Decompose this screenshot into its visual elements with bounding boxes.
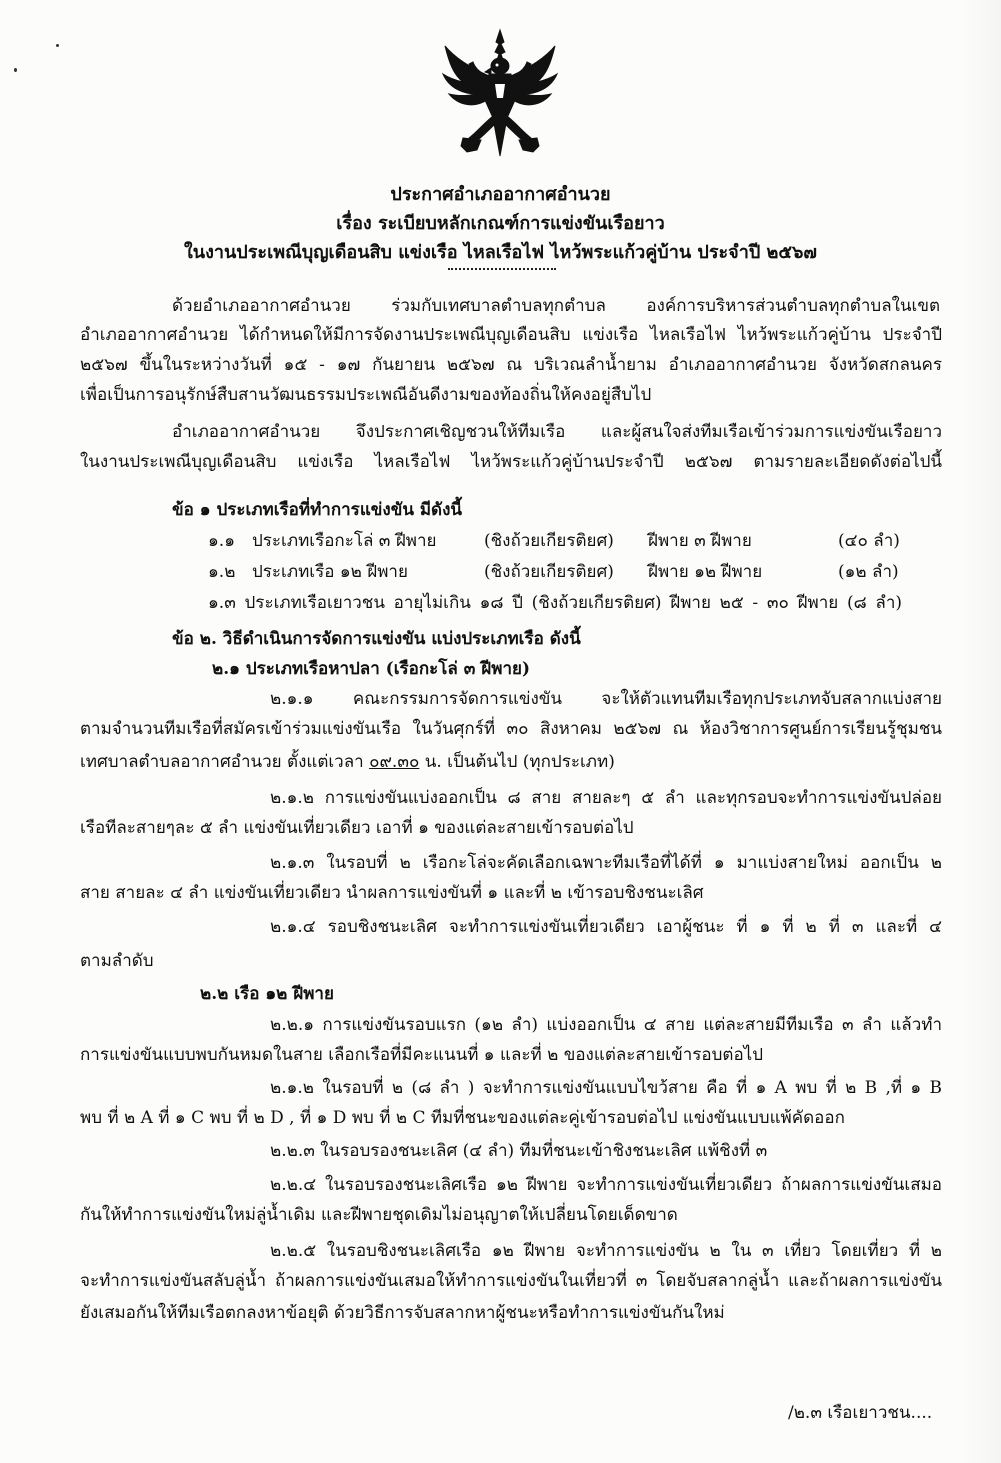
clause-2-2-2-line1: ๒.๑.๒ ในรอบที่ ๒ (๘ ลำ ) จะทำการแข่งขันแบบไขว้สาย คือ ที่ ๑ A พบ ที่ ๒ B ,ที่ ๑ B bbox=[270, 1078, 942, 1098]
clause-2-1-2-line2: เรือทีละสายๆละ ๕ ลำ แข่งขันเที่ยวเดียว เอาที่ ๑ ของแต่ละสายเข้ารอบต่อไป bbox=[80, 818, 634, 838]
clause-2-2-1-line2: การแข่งขันแบบพบกันหมดในสาย เลือกเรือที่มีคะแนนที่ ๑ และที่ ๒ ของแต่ละสายเข้ารอบต่อไป bbox=[80, 1045, 763, 1065]
continuation-marker: /๒.๓ เรือเยาวชน.... bbox=[788, 1403, 933, 1423]
announcement-subject: เรื่อง ระเบียบหลักเกณฑ์การแข่งขันเรือยาว bbox=[336, 213, 665, 234]
scan-speck bbox=[56, 44, 59, 47]
boat-type-name: ประเภทเรือกะโล่ ๓ ฝีพาย bbox=[252, 531, 437, 551]
boat-type-prize: (ชิงถ้วยเกียรติยศ) bbox=[484, 531, 614, 551]
boat-type-number: ๑.๒ bbox=[208, 562, 236, 582]
clause-2-1-2-line1: ๒.๑.๒ การแข่งขันแบ่งออกเป็น ๘ สาย สายละๆ ๕ ลำ และทุกรอบจะทำการแข่งขันปล่อย bbox=[270, 788, 942, 808]
intro-p1-line3: ๒๕๖๗ ขึ้นในระหว่างวันที่ ๑๕ - ๑๗ กันยายน ๒๕๖๗ ณ บริเวณลำน้ำยาม อำเภออากาศอำนวย จังหวัดสกลนคร bbox=[80, 355, 942, 375]
clause-2-2-4-line1: ๒.๒.๔ ในรอบรองชนะเลิศเรือ ๑๒ ฝีพาย จะทำการแข่งขันเที่ยวเดียว ถ้าผลการแข่งขันเสมอ bbox=[270, 1175, 942, 1195]
clause-text: เทศบาลตำบลอากาศอำนวย ตั้งแต่เวลา bbox=[80, 752, 370, 772]
clause-2-2-5-line3: ยังเสมอกันให้ทีมเรือตกลงหาข้อยุติ ด้วยวิธีการจับสลากหาผู้ชนะหรือทำการแข่งขันกันใหม่ bbox=[80, 1303, 725, 1323]
clause-2-2-5-line2: จะทำการแข่งขันสลับลู่น้ำ ถ้าผลการแข่งขันเสมอให้ทำการแข่งขันในเที่ยวที่ ๓ โดยจับสลากลู่น้ำ และถ้าผลการแข่งขัน bbox=[80, 1271, 942, 1291]
scan-speck bbox=[14, 68, 17, 72]
announcement-event-line: ในงานประเพณีบุญเดือนสิบ แข่งเรือ ไหลเรือไฟ ไหว้พระแก้วคู่บ้าน ประจำปี ๒๕๖๗ bbox=[184, 242, 817, 263]
clause-2-1-3-line2: สาย สายละ ๔ ลำ แข่งขันเที่ยวเดียว นำผลการแข่งขันที่ ๑ และที่ ๒ เข้ารอบชิงชนะเลิศ bbox=[80, 883, 704, 903]
start-time: ๐๙.๓๐ bbox=[369, 752, 420, 772]
boat-type-oars: ฝีพาย ๑๒ ฝีพาย bbox=[648, 562, 763, 582]
boat-type-oars: ฝีพาย ๓ ฝีพาย bbox=[648, 531, 752, 551]
section1-heading: ข้อ ๑ ประเภทเรือที่ทำการแข่งขัน มีดังนี้ bbox=[172, 500, 463, 520]
section2-2-heading: ๒.๒ เรือ ๑๒ ฝีพาย bbox=[200, 984, 334, 1004]
clause-2-1-1-line1: ๒.๑.๑ คณะกรรมการจัดการแข่งขัน จะให้ตัวแทนทีมเรือทุกประเภทจับสลากแบ่งสาย bbox=[270, 689, 942, 709]
clause-2-1-3-line1: ๒.๑.๓ ในรอบที่ ๒ เรือกะโล่จะคัดเลือกเฉพาะทีมเรือที่ได้ที่ ๑ มาแบ่งสายใหม่ ออกเป็น ๒ bbox=[270, 853, 942, 873]
clause-2-2-4-line2: กันให้ทำการแข่งขันใหม่ลู่น้ำเดิม และฝีพายชุดเดิมไม่อนุญาตให้เปลี่ยนโดยเด็ดขาด bbox=[80, 1205, 678, 1225]
clause-2-2-3-line1: ๒.๒.๓ ในรอบรองชนะเลิศ (๔ ลำ) ทีมที่ชนะเข้าชิงชนะเลิศ แพ้ชิงที่ ๓ bbox=[270, 1141, 768, 1161]
intro-p2-line2: ในงานประเพณีบุญเดือนสิบ แข่งเรือ ไหลเรือไฟ ไหว้พระแก้วคู่บ้านประจำปี ๒๕๖๗ ตามรายละเอียดดังต่อไปนี้ bbox=[80, 452, 942, 472]
header-separator bbox=[448, 268, 556, 270]
intro-p1-line4: เพื่อเป็นการอนุรักษ์สืบสานวัฒนธรรมประเพณีอันดีงามของท้องถิ่นให้คงอยู่สืบไป bbox=[80, 385, 652, 405]
intro-p2-line1: อำเภออากาศอำนวย จึงประกาศเชิญชวนให้ทีมเรือ และผู้สนใจส่งทีมเรือเข้าร่วมการแข่งขันเรือยาว bbox=[172, 422, 942, 442]
clause-2-1-1-line2: ตามจำนวนทีมเรือที่สมัครเข้าร่วมแข่งขันเรือ ในวันศุกร์ที่ ๓๐ สิงหาคม ๒๕๖๗ ณ ห้องวิชาการศูนย์การเรียนรู้ชุมชน bbox=[80, 719, 942, 739]
clause-2-1-4-line1: ๒.๑.๔ รอบชิงชนะเลิศ จะทำการแข่งขันเที่ยวเดียว เอาผู้ชนะ ที่ ๑ ที่ ๒ ที่ ๓ และที่ ๔ bbox=[270, 917, 942, 937]
clause-2-2-1-line1: ๒.๒.๑ การแข่งขันรอบแรก (๑๒ ลำ) แบ่งออกเป็น ๔ สาย แต่ละสายมีทีมเรือ ๓ ลำ แล้วทำ bbox=[270, 1015, 942, 1035]
boat-type-prize: (ชิงถ้วยเกียรติยศ) bbox=[484, 562, 614, 582]
clause-2-1-1-line3 bbox=[80, 751, 615, 773]
garuda-emblem-icon bbox=[441, 28, 559, 158]
boat-type-name: ประเภทเรือ ๑๒ ฝีพาย bbox=[252, 562, 408, 582]
intro-p1-line2: อำเภออากาศอำนวย ได้กำหนดให้มีการจัดงานประเพณีบุญเดือนสิบ แข่งเรือ ไหลเรือไฟ ไหว้พระแก้วคู่บ้าน ประจำปี bbox=[80, 325, 942, 345]
boat-type-number: ๑.๑ bbox=[208, 531, 235, 551]
announcement-org-title: ประกาศอำเภออากาศอำนวย bbox=[390, 184, 611, 205]
intro-p1-line1: ด้วยอำเภออากาศอำนวย ร่วมกับเทศบาลตำบลทุกตำบล องค์การบริหารส่วนตำบลทุกตำบลในเขต bbox=[172, 296, 940, 316]
clause-text: น. เป็นต้นไป (ทุกประเภท) bbox=[419, 752, 615, 772]
clause-2-2-5-line1: ๒.๒.๕ ในรอบชิงชนะเลิศเรือ ๑๒ ฝีพาย จะทำการแข่งขัน ๒ ใน ๓ เที่ยว โดยเที่ยว ที่ ๒ bbox=[270, 1241, 942, 1261]
section2-1-heading: ๒.๑ ประเภทเรือหาปลา (เรือกะโล่ ๓ ฝีพาย) bbox=[212, 659, 531, 679]
section2-heading: ข้อ ๒. วิธีดำเนินการจัดการแข่งขัน แบ่งประเภทเรือ ดังนี้ bbox=[172, 629, 581, 649]
boat-type-youth: ๑.๓ ประเภทเรือเยาวชน อายุไม่เกิน ๑๘ ปี (ชิงถ้วยเกียรติยศ) ฝีพาย ๒๕ - ๓๐ ฝีพาย (๘ ลำ) bbox=[208, 593, 902, 613]
boat-type-count: (๔๐ ลำ) bbox=[838, 531, 900, 551]
boat-type-count: (๑๒ ลำ) bbox=[838, 562, 899, 582]
clause-2-1-4-line2: ตามลำดับ bbox=[80, 951, 154, 971]
clause-2-2-2-line2: พบ ที่ ๒ A ที่ ๑ C พบ ที่ ๒ D , ที่ ๑ D พบ ที่ ๒ C ทีมที่ชนะของแต่ละคู่เข้ารอบต่อไป แข่งขันแบบแพ้คัดออก bbox=[80, 1108, 845, 1128]
